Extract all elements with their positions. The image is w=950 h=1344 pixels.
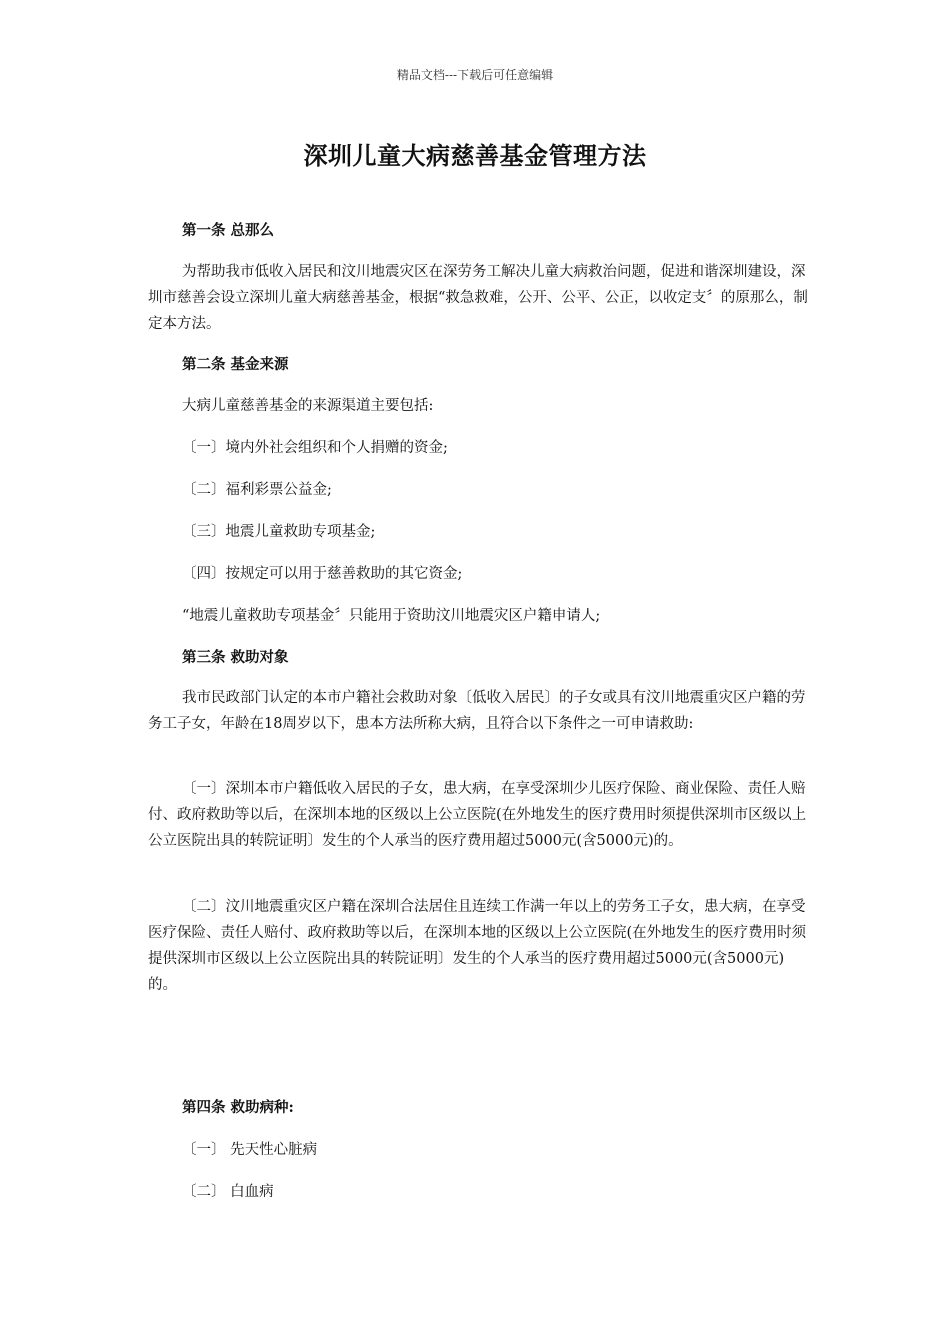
section-2-item-3: 〔三〕地震儿童救助专项基金; [182, 524, 376, 540]
section-2-intro: 大病儿童慈善基金的来源渠道主要包括: [182, 398, 434, 414]
section-3-paragraph-1: 我市民政部门认定的本市户籍社会救助对象〔低收入居民〕的子女或具有汶川地震重灾区户籍的劳务工子女，年龄在18周岁以下，患本方法所称大病，且符合以下条件之一可申请救助: [148, 690, 806, 732]
section-heading-2: 第二条 基金来源 [182, 356, 289, 373]
section-heading-1: 第一条 总那么 [182, 222, 275, 239]
section-2-note: “地震儿童救助专项基金〞只能用于资助汶川地震灾区户籍申请人; [182, 608, 601, 624]
section-2-item-2: 〔二〕福利彩票公益金; [182, 482, 332, 498]
section-heading-4: 第四条 救助病种: [182, 1099, 294, 1116]
section-4-item-2: 〔二〕 白血病 [182, 1184, 274, 1200]
section-3-paragraph-3: 〔二〕汶川地震重灾区户籍在深圳合法居住且连续工作满一年以上的劳务工子女，患大病，在享受医疗保险、责任人赔付、政府救助等以后，在深圳本地的区级以上公立医院(在外地发生的医疗费用时须提供深圳市区级以上公立医院出具的转院证明〕发生的个人承当的医疗费用超过5000元(含5000元)的。 [148, 899, 807, 993]
header-note: 精品文档---下载后可任意编辑 [396, 68, 554, 82]
section-2-item-4: 〔四〕按规定可以用于慈善救助的其它资金; [182, 566, 463, 582]
document-title: 深圳儿童大病慈善基金管理方法 [303, 141, 647, 170]
section-3-paragraph-2: 〔一〕深圳本市户籍低收入居民的子女，患大病，在享受深圳少儿医疗保险、商业保险、责任人赔付、政府救助等以后，在深圳本地的区级以上公立医院(在外地发生的医疗费用时须提供深圳市区级以上公立医院出具的转院证明〕发生的个人承当的医疗费用超过5000元(含5000元)的。 [148, 781, 807, 849]
section-1-paragraph: 为帮助我市低收入居民和汶川地震灾区在深劳务工解决儿童大病救治问题，促进和谐深圳建设，深圳市慈善会设立深圳儿童大病慈善基金，根据“救急救难，公开、公平、公正，以收定支〞的原那么，制定本方法。 [148, 264, 808, 332]
section-2-item-1: 〔一〕境内外社会组织和个人捐赠的资金; [182, 440, 448, 456]
section-4-item-1: 〔一〕 先天性心脏病 [182, 1142, 318, 1158]
section-heading-3: 第三条 救助对象 [182, 649, 289, 666]
